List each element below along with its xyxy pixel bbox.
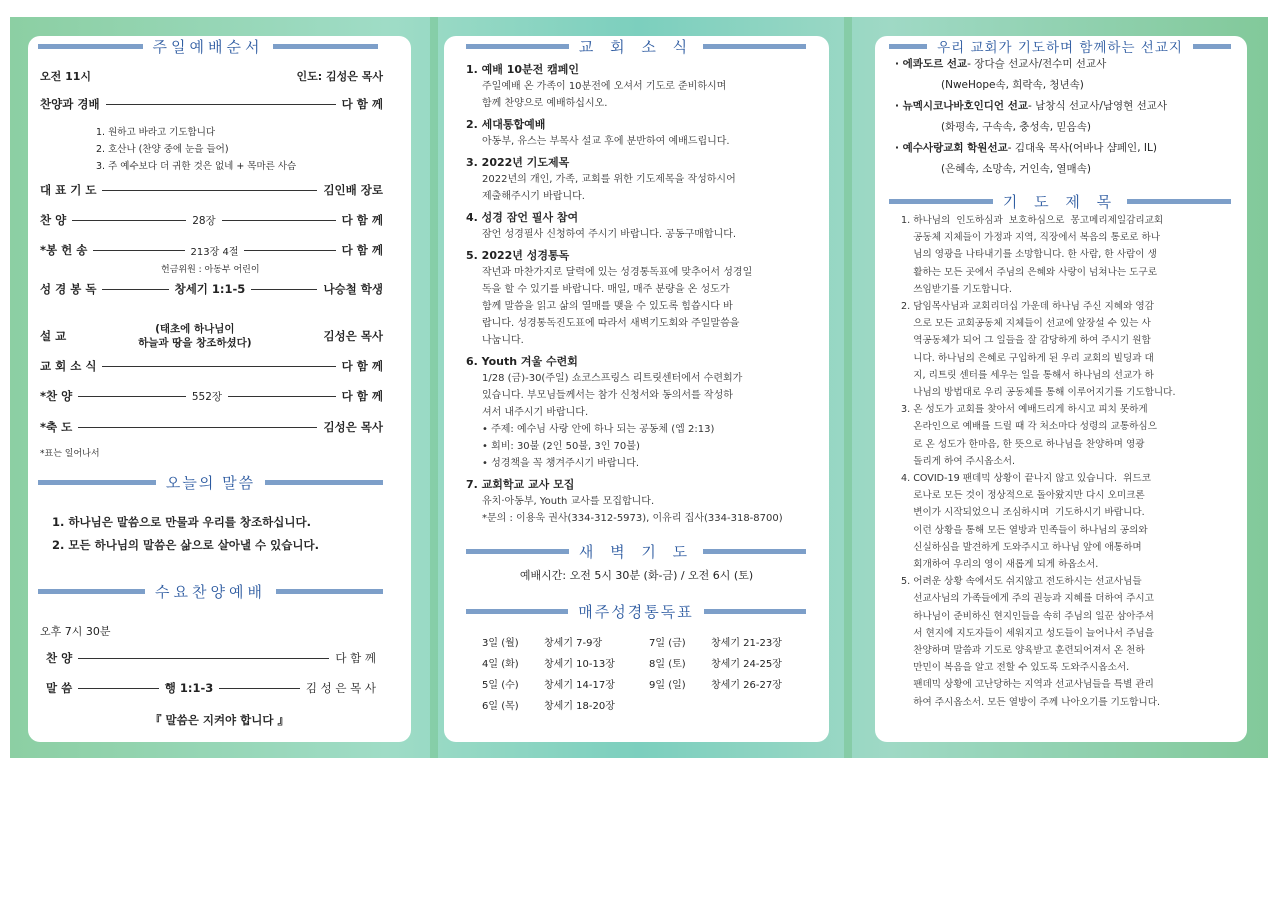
order-label: *축 도 <box>40 420 73 434</box>
praise-item: 2. 호산나 (찬양 중에 눈을 들어) <box>96 144 229 155</box>
service-time: 오전 11시 <box>40 70 92 83</box>
order-row <box>40 419 383 435</box>
reading-table <box>482 633 802 717</box>
section-header <box>466 601 806 622</box>
prayer-line: 2. 담임목사님과 교회리더십 가운데 하나님 주신 지혜와 영감 <box>901 301 1154 313</box>
praise-item: 3. 주 예수보다 더 귀한 것은 없네 + 목마른 사슴 <box>96 161 297 172</box>
section-title: 오늘의 말씀 <box>165 474 256 492</box>
prayer-line: 5. 어려운 상황 속에서도 쉬지않고 전도하시는 선교사님들 <box>901 576 1142 588</box>
news-item <box>466 154 811 205</box>
section-header <box>889 36 1231 56</box>
news-body-line: 랍니다. 성경통독진도표에 따라서 새벽기도회와 주일말씀을 <box>482 318 740 329</box>
news-body-line: 셔서 내주시기 바랍니다. <box>482 407 589 418</box>
reading-passage: 창세기 18-20장 <box>544 701 615 712</box>
news-title: 5. 2022년 성경통독 <box>466 249 570 262</box>
order-detail: 창세기 1:1-5 <box>174 282 246 296</box>
mission-groups: (은혜속, 소망속, 거인속, 열매속) <box>941 163 1091 175</box>
standing-footnote: *표는 일어나서 <box>40 449 100 459</box>
news-body-line: 나눕니다. <box>482 335 524 346</box>
mission-name: · 에콰도르 선교 <box>895 58 968 70</box>
mission-missionaries: - 장다슬 선교사/전수미 선교사 <box>967 58 1107 70</box>
prayer-line: 변이가 시작되었으니 조심하시며 기도하시기 바랍니다. <box>901 507 1145 519</box>
order-leader: 김성은 목사 <box>323 329 383 343</box>
order-leader: 김성은 목사 <box>323 420 383 434</box>
section-header <box>38 581 383 602</box>
prayer-line: 온라인으로 예배를 드릴 때 각 처소마다 성령의 교통하심으 <box>901 421 1157 433</box>
mission-item <box>895 138 1240 159</box>
section-title: 우리 교회가 기도하며 함께하는 선교지 <box>937 40 1183 56</box>
order-detail: 552장 <box>191 390 223 403</box>
prayer-line: 돌리게 하여 주시옵소서. <box>901 455 1016 467</box>
news-item <box>466 116 811 150</box>
prayer-line: 로 온 성도가 한마음, 한 뜻으로 하나님을 찬양하며 영광 <box>901 438 1145 450</box>
prayer-list <box>901 212 1241 711</box>
section-title: 수요찬양예배 <box>155 583 266 601</box>
mission-name: · 예수사랑교회 학원선교 <box>895 142 1008 154</box>
prayer-line: 지, 리트릿 센터를 세우는 일을 통해서 하나님의 선교가 하 <box>901 369 1154 381</box>
news-title: 7. 교회학교 교사 모집 <box>466 478 575 491</box>
reading-passage: 창세기 24-25장 <box>711 659 782 670</box>
order-leader: 다 함 께 <box>341 359 383 373</box>
worship-order-panel <box>28 36 411 742</box>
order-row <box>46 680 376 696</box>
section-header <box>466 36 806 57</box>
mission-item <box>895 96 1240 117</box>
news-body-line: 유치·아동부, Youth 교사를 모집합니다. <box>482 496 655 507</box>
mission-groups: (NweHope속, 희락속, 청년속) <box>941 79 1084 91</box>
section-header <box>889 191 1231 212</box>
order-row <box>40 358 383 374</box>
prayer-line: 로나로 모든 것이 정상적으로 돌아왔지만 다시 오미크론 <box>901 490 1145 502</box>
order-label: 설 교 <box>40 329 67 343</box>
wed-time: 오후 7시 30분 <box>40 625 111 638</box>
reading-day: 6일 (목) <box>482 701 519 712</box>
section-header <box>466 541 806 562</box>
order-leader: 다 함 께 <box>341 243 383 257</box>
section-header <box>38 36 378 57</box>
prayer-line: 팬데믹 상황에 고난당하는 지역과 선교사님들을 특별 관리 <box>901 679 1154 691</box>
mission-name: · 뉴멕시코나바호인디언 선교 <box>895 100 1029 112</box>
offering-note: 헌금위원 : 아동부 어린이 <box>161 265 260 275</box>
reading-day: 5일 (수) <box>482 680 519 691</box>
news-title: 4. 성경 잠언 필사 참여 <box>466 211 579 224</box>
prayer-line: 님의 영광을 나타내기를 소망합니다. 한 사람, 한 사람이 생 <box>901 249 1157 261</box>
news-item <box>466 209 811 243</box>
reading-day: 9일 (일) <box>649 680 686 691</box>
prayer-line: 회개하여 우리의 영이 새롭게 되게 하옵소서. <box>901 559 1099 571</box>
reading-passage: 창세기 7-9장 <box>544 638 603 649</box>
order-leader: 나승철 학생 <box>323 282 384 296</box>
reading-day: 7일 (금) <box>649 638 686 649</box>
prayer-line: 찬양하며 말씀과 기도로 양육받고 훈련되어져서 온 천하 <box>901 645 1145 657</box>
order-label: *봉 헌 송 <box>40 243 88 257</box>
mission-groups: (화평속, 구속속, 충성속, 믿음속) <box>941 121 1091 133</box>
reading-day: 8일 (토) <box>649 659 686 670</box>
reading-row <box>482 633 802 654</box>
news-item <box>466 61 811 112</box>
fold-divider <box>844 17 852 758</box>
news-body-line: 1/28 (금)-30(주일) 쇼코스프링스 리트릿센터에서 수련회가 <box>482 373 743 384</box>
section-title: 새 벽 기 도 <box>578 543 694 561</box>
prayer-line: 만민이 복음을 알고 전할 수 있도록 도와주시옵소서. <box>901 662 1130 674</box>
section-title: 교 회 소 식 <box>578 38 694 56</box>
order-row <box>40 388 383 404</box>
news-item <box>466 353 811 472</box>
order-leader: 다 함 께 <box>341 389 383 403</box>
prayer-line: 나님의 방법대로 우리 공동체를 통해 이루어지기를 기도합니다. <box>901 387 1176 399</box>
reading-passage: 창세기 14-17장 <box>544 680 615 691</box>
order-row <box>40 322 383 350</box>
news-title: 6. Youth 겨울 수련회 <box>466 355 578 368</box>
news-body-line: 제출해주시기 바랍니다. <box>482 191 585 202</box>
prayer-line: 4. COVID-19 팬데믹 상황이 끝나지 않고 있습니다. 위드코 <box>901 473 1151 485</box>
reading-day: 3일 (월) <box>482 638 519 649</box>
section-title: 기 도 제 목 <box>1002 193 1118 211</box>
section-header <box>38 472 383 493</box>
order-label: 찬양과 경배 <box>40 97 100 111</box>
prayer-line: 쓰임받기를 기도합니다. <box>901 283 1012 295</box>
news-body-line: 잠언 성경필사 신청하여 주시기 바랍니다. 공동구매합니다. <box>482 229 737 240</box>
news-item <box>466 476 811 527</box>
prayer-line: 니다. 하나님의 은혜로 구입하게 된 우리 교회의 빌딩과 대 <box>901 352 1154 364</box>
order-leader: 다 함 께 <box>341 97 383 111</box>
news-body-line: 2022년의 개인, 가족, 교회를 위한 기도제목을 작성하시어 <box>482 174 736 185</box>
prayer-line: 으로 모든 교회공동체 지체들이 선교에 앞장설 수 있는 사 <box>901 318 1151 330</box>
prayer-line: 신실하심을 발견하게 도와주시고 하나님 앞에 애통하며 <box>901 541 1142 553</box>
missions-panel <box>875 36 1247 742</box>
order-detail: 213장 4절 <box>190 246 239 258</box>
prayer-line: 역공동체가 되어 그 일들을 잘 감당하게 하여 주시기 원합 <box>901 335 1151 347</box>
section-title: 주일예배순서 <box>152 38 264 56</box>
news-body-line: 함께 말씀을 읽고 삶의 열매를 맺을 수 있도록 힘씁시다 바 <box>482 301 733 312</box>
news-body-line: • 회비: 30불 (2인 50불, 3인 70불) <box>482 441 640 452</box>
reading-passage: 창세기 26-27장 <box>711 680 782 691</box>
order-label: 대 표 기 도 <box>40 183 97 197</box>
sermon-title: (태초에 하나님이 하늘과 땅을 창조하셨다) <box>138 323 252 349</box>
order-leader: 김인배 장로 <box>323 183 383 197</box>
order-label: 교 회 소 식 <box>40 359 97 373</box>
reading-row <box>482 675 802 696</box>
mission-item <box>895 54 1240 75</box>
order-label: 찬 양 <box>46 651 73 665</box>
prayer-item <box>901 298 1241 401</box>
order-detail: 28장 <box>192 214 216 227</box>
closing-motto: 『 말씀은 지켜야 합니다 』 <box>150 713 289 727</box>
order-row <box>46 650 376 666</box>
order-leader: 다 함 께 <box>335 651 376 665</box>
reading-day: 4일 (화) <box>482 659 519 670</box>
mission-list <box>895 54 1240 180</box>
reading-passage: 창세기 10-13장 <box>544 659 615 670</box>
reading-row <box>482 696 802 717</box>
news-title: 3. 2022년 기도제목 <box>466 156 570 169</box>
news-item <box>466 247 811 349</box>
order-row <box>40 281 383 297</box>
prayer-line: 서 현지에 지도자들이 세워지고 성도들이 늘어나서 주님을 <box>901 627 1154 639</box>
news-body-line: 아동부, 유스는 부목사 설교 후에 분반하여 예배드립니다. <box>482 136 730 147</box>
mission-missionaries: - 김대욱 목사(어바나 샴페인, IL) <box>1007 142 1157 154</box>
prayer-item <box>901 470 1241 573</box>
news-body-line: 독을 할 수 있기를 바랍니다. 매일, 매주 분량을 온 성도가 <box>482 284 730 295</box>
church-news-panel <box>444 36 829 742</box>
order-label: 성 경 봉 독 <box>40 282 97 296</box>
word-item: 2. 모든 하나님의 말씀은 삶으로 살아낼 수 있습니다. <box>52 538 319 552</box>
order-row <box>40 182 383 198</box>
prayer-item <box>901 573 1241 711</box>
prayer-line: 선교사님의 가족들에게 주의 권능과 지혜를 더하여 주시고 <box>901 593 1154 605</box>
order-leader: 다 함 께 <box>341 213 383 227</box>
news-body-line: 주일예배 온 가족이 10분전에 오셔서 기도로 준비하시며 <box>482 81 727 92</box>
prayer-item <box>901 401 1241 470</box>
order-label: 찬 양 <box>40 213 67 227</box>
word-item: 1. 하나님은 말씀으로 만물과 우리를 창조하십니다. <box>52 515 311 529</box>
mission-missionaries: - 남창식 선교사/남영현 선교사 <box>1028 100 1168 112</box>
prayer-line: 하여 주시옵소서. 모든 열방이 주께 나아오기를 기도합니다. <box>901 696 1161 708</box>
order-leader: 김 성 은 목 사 <box>305 681 376 695</box>
prayer-line: 공동체 지체들이 가정과 지역, 직장에서 복음의 통로로 하나 <box>901 232 1161 244</box>
news-body-line: 함께 찬양으로 예배하십시오. <box>482 98 608 109</box>
order-row <box>40 212 383 228</box>
praise-item: 1. 원하고 바라고 기도합니다 <box>96 127 216 138</box>
prayer-line: 이런 상황을 통해 모든 열방과 민족들이 하나님의 공의와 <box>901 524 1148 536</box>
prayer-line: 하나님이 준비하신 현지인들을 속히 주님의 일꾼 삼아주셔 <box>901 610 1154 622</box>
news-body-line: • 주제: 예수님 사랑 안에 하나 되는 공동체 (엡 2:13) <box>482 424 715 435</box>
fold-divider <box>430 17 438 758</box>
prayer-line: 1. 하나님의 인도하심과 보호하심으로 몽고메리제일감리교회 <box>901 215 1164 226</box>
dawn-schedule: 예배시간: 오전 5시 30분 (화-금) / 오전 6시 (토) <box>519 569 754 582</box>
news-body-line: *문의 : 이용욱 권사(334-312-5973), 이유리 집사(334-318-8700) <box>482 513 783 524</box>
order-row <box>40 242 383 258</box>
news-body-line: 있습니다. 부모님들께서는 참가 신청서와 동의서를 작성하 <box>482 390 733 401</box>
reading-day <box>649 696 711 717</box>
reading-passage <box>711 696 801 717</box>
news-title: 2. 세대통합예배 <box>466 118 546 131</box>
prayer-line: 활하는 모든 곳에서 주님의 은혜와 사랑이 넘쳐나는 도구로 <box>901 266 1157 278</box>
service-leader: 인도: 김성은 목사 <box>296 70 383 83</box>
news-body-line: 작년과 마찬가지로 달력에 있는 성경통독표에 맞추어서 성경일 <box>482 267 753 278</box>
section-title: 매주성경통독표 <box>578 603 694 621</box>
news-list <box>466 61 811 531</box>
order-label: 말 씀 <box>46 681 73 695</box>
order-detail: 행 1:1-3 <box>164 681 214 695</box>
prayer-item <box>901 212 1241 298</box>
prayer-line: 3. 온 성도가 교회를 찾아서 예배드리게 하시고 피치 못하게 <box>901 404 1148 416</box>
news-body-line: • 성경책을 꼭 챙겨주시기 바랍니다. <box>482 458 640 469</box>
order-row <box>40 96 383 112</box>
reading-row <box>482 654 802 675</box>
order-label: *찬 양 <box>40 389 73 403</box>
news-title: 1. 예배 10분전 캠페인 <box>466 63 580 76</box>
reading-passage: 창세기 21-23장 <box>711 638 782 649</box>
